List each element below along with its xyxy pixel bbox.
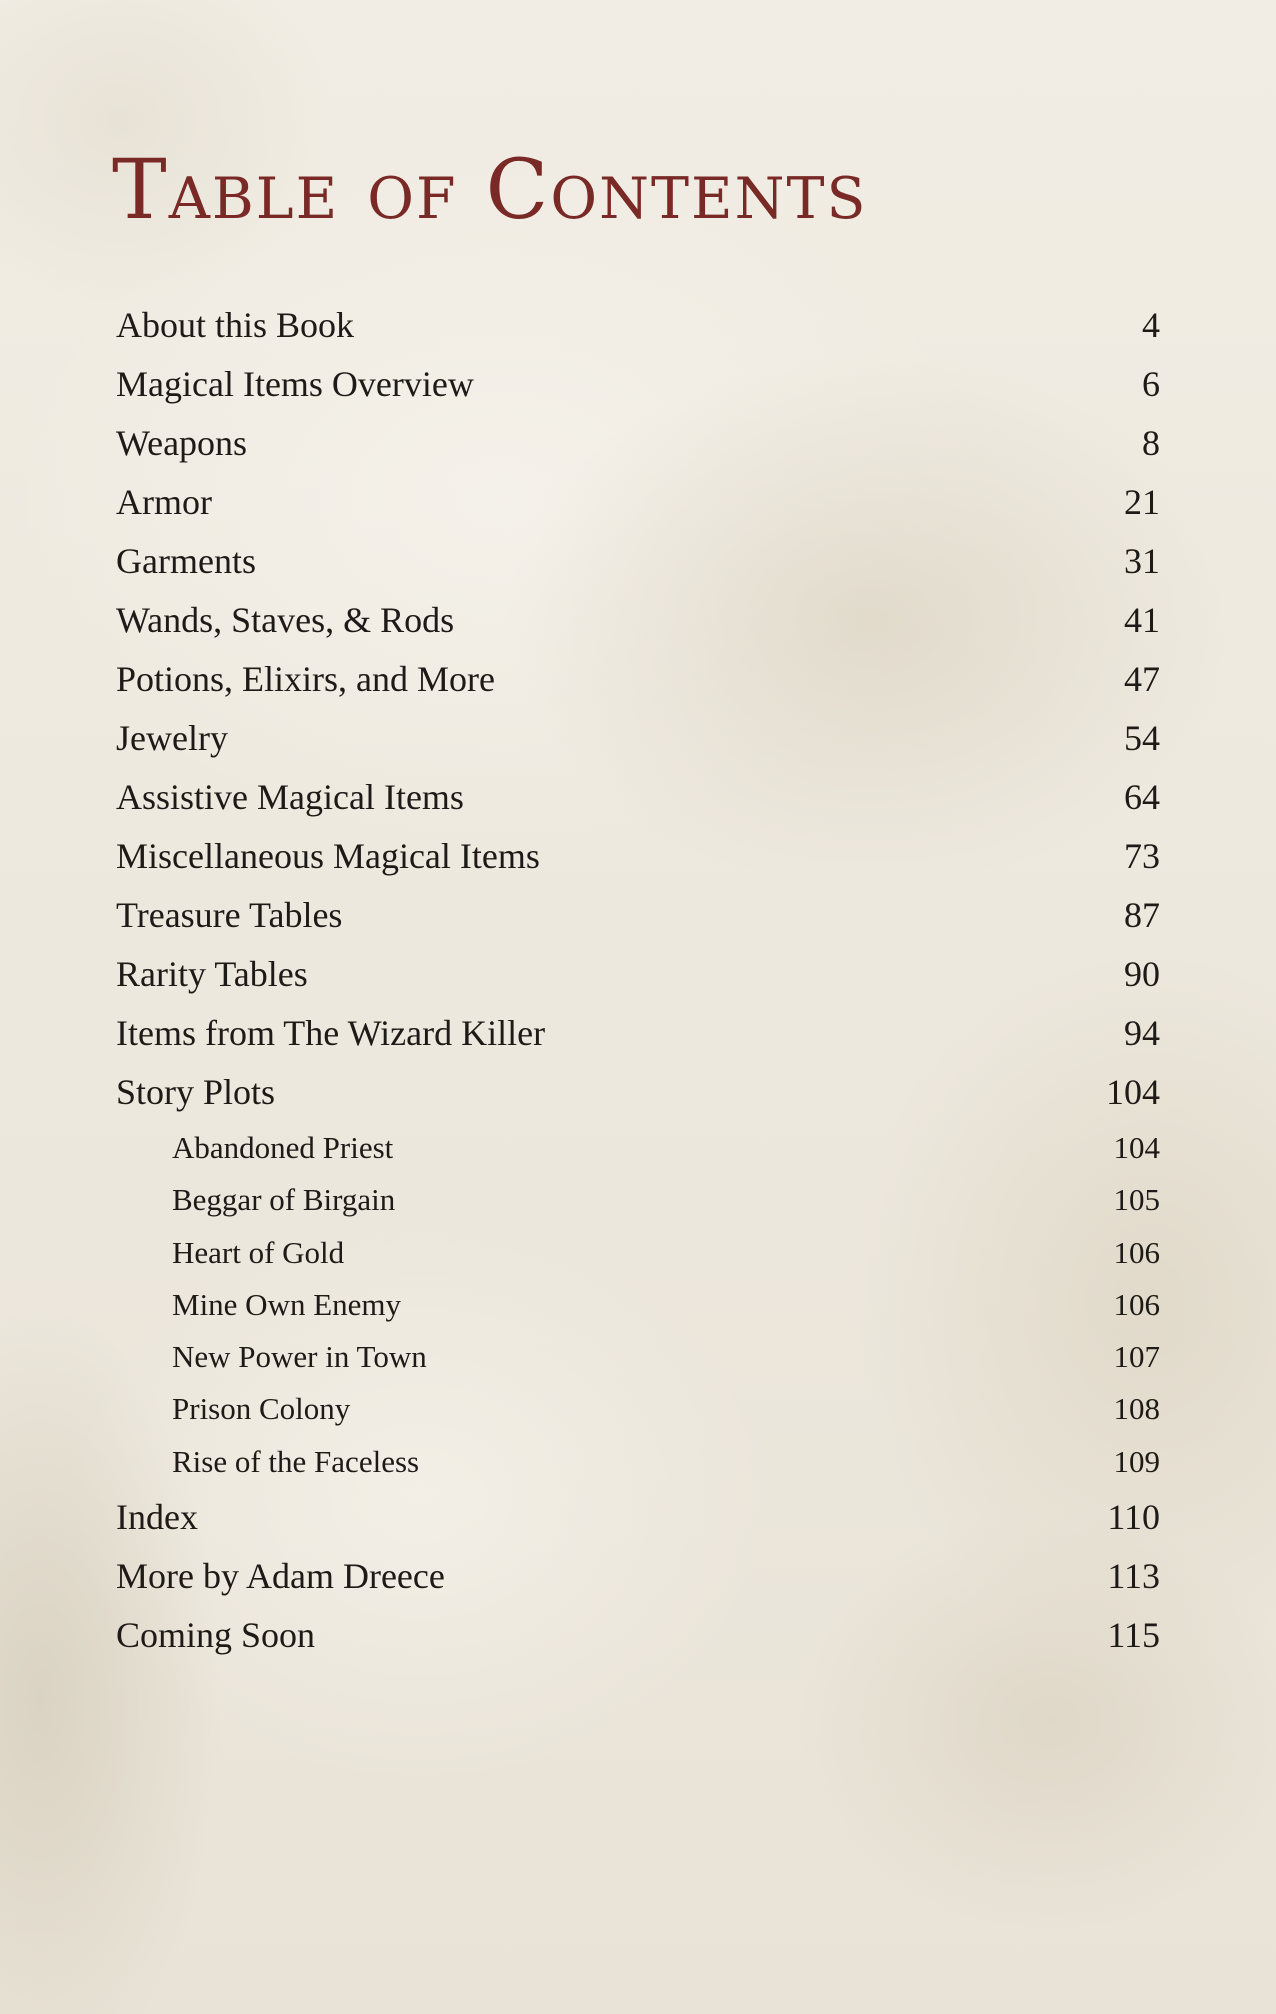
toc-subentry-label: Prison Colony <box>172 1391 351 1427</box>
toc-entry-page: 64 <box>1124 777 1160 817</box>
toc-subentry-page: 109 <box>1113 1443 1160 1479</box>
toc-entry[interactable] <box>116 414 1160 473</box>
toc-entry[interactable] <box>116 473 1160 532</box>
toc-entry[interactable] <box>116 1547 1160 1606</box>
toc-entry[interactable] <box>116 1063 1160 1122</box>
toc-entry-page: 54 <box>1124 718 1160 758</box>
toc-entry-label: Miscellaneous Magical Items <box>116 836 540 876</box>
toc-entry-label: Index <box>116 1497 198 1538</box>
toc-entry-label: Rarity Tables <box>116 954 308 994</box>
toc-entry-page: 115 <box>1107 1615 1160 1656</box>
toc-entry[interactable] <box>116 709 1160 768</box>
toc-subentry-label: Rise of the Faceless <box>172 1443 420 1479</box>
toc-subentry[interactable] <box>116 1436 1160 1488</box>
toc-subentry-label: New Power in Town <box>172 1339 427 1375</box>
toc-entry-label: Wands, Staves, & Rods <box>116 600 455 640</box>
toc-entry[interactable] <box>116 1488 1160 1547</box>
toc-entry[interactable] <box>116 591 1160 650</box>
toc-entry-label: Garments <box>116 541 256 581</box>
toc-subentry-page: 106 <box>1113 1286 1160 1322</box>
toc-subentry-label: Mine Own Enemy <box>172 1286 402 1322</box>
toc-entry[interactable] <box>116 1606 1160 1665</box>
toc-entry-page: 94 <box>1124 1013 1160 1053</box>
toc-entry-page: 47 <box>1124 659 1160 699</box>
toc-subentry-label: Beggar of Birgain <box>172 1182 396 1218</box>
toc-list <box>116 296 1160 1665</box>
toc-entry-label: Treasure Tables <box>116 895 343 935</box>
toc-entry[interactable] <box>116 1004 1160 1063</box>
toc-subentry[interactable] <box>116 1227 1160 1279</box>
toc-subentry[interactable] <box>116 1383 1160 1435</box>
toc-entry-label: Coming Soon <box>116 1615 316 1656</box>
toc-entry-label: Jewelry <box>116 718 228 758</box>
toc-entry[interactable] <box>116 650 1160 709</box>
toc-entry-page: 104 <box>1106 1072 1160 1112</box>
toc-entry-label: About this Book <box>116 305 355 345</box>
toc-entry-page: 87 <box>1124 895 1160 935</box>
toc-entry[interactable] <box>116 355 1160 414</box>
page-title: Table of Contents <box>112 143 868 238</box>
toc-subentry[interactable] <box>116 1174 1160 1226</box>
toc-entry-page: 8 <box>1142 423 1160 463</box>
toc-subentry[interactable] <box>116 1122 1160 1174</box>
toc-entry-label: Assistive Magical Items <box>116 777 464 817</box>
toc-subentry-page: 104 <box>1113 1130 1160 1165</box>
toc-entry-label: Armor <box>116 482 212 522</box>
toc-entry-label: Items from The Wizard Killer <box>116 1013 546 1053</box>
toc-entry-page: 113 <box>1107 1556 1160 1597</box>
toc-entry-label: Story Plots <box>116 1072 276 1112</box>
toc-entry[interactable] <box>116 827 1160 886</box>
toc-subentry[interactable] <box>116 1279 1160 1331</box>
toc-subentry-page: 108 <box>1113 1391 1160 1427</box>
toc-entry-page: 73 <box>1124 836 1160 876</box>
toc-entry-label: Potions, Elixirs, and More <box>116 659 495 699</box>
toc-entry[interactable] <box>116 886 1160 945</box>
toc-entry-label: Magical Items Overview <box>116 364 474 404</box>
toc-entry-page: 6 <box>1142 364 1160 404</box>
toc-entry-page: 21 <box>1124 482 1160 522</box>
toc-entry[interactable] <box>116 296 1160 355</box>
toc-entry[interactable] <box>116 768 1160 827</box>
toc-subentry-label: Heart of Gold <box>172 1234 345 1270</box>
toc-entry-page: 110 <box>1107 1497 1160 1538</box>
toc-subentry[interactable] <box>116 1331 1160 1383</box>
toc-entry-page: 90 <box>1124 954 1160 994</box>
toc-entry[interactable] <box>116 532 1160 591</box>
toc-subentry-label: Abandoned Priest <box>172 1130 394 1165</box>
toc-subentry-page: 105 <box>1113 1182 1160 1218</box>
toc-subentry-page: 106 <box>1113 1234 1160 1270</box>
toc-entry-label: More by Adam Dreece <box>116 1556 445 1597</box>
toc-entry[interactable] <box>116 945 1160 1004</box>
toc-entry-page: 31 <box>1124 541 1160 581</box>
toc-entry-page: 4 <box>1142 305 1160 345</box>
toc-entry-label: Weapons <box>116 423 248 463</box>
toc-entry-page: 41 <box>1124 600 1160 640</box>
toc-subentry-page: 107 <box>1113 1339 1160 1375</box>
